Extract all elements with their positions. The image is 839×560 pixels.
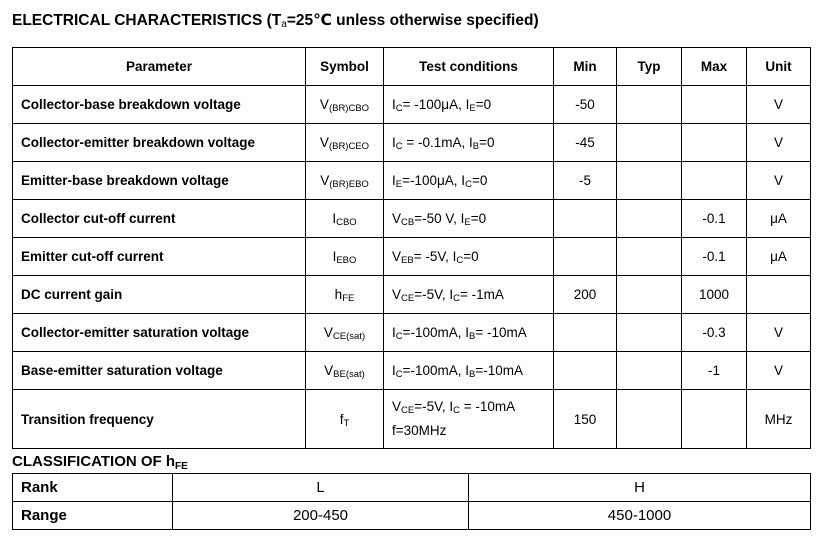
symbol-subscript: FE	[342, 293, 355, 304]
test-conditions-cell	[384, 162, 554, 200]
symbol-base: I	[332, 249, 337, 264]
test-conditions-cell	[384, 86, 554, 124]
condition-text: =0	[470, 210, 487, 226]
typ-cell	[617, 124, 682, 162]
symbol-cell	[306, 162, 384, 200]
parameter-cell: Collector-emitter saturation voltage	[13, 314, 306, 352]
condition-line	[392, 207, 553, 231]
condition-text: V	[392, 399, 402, 414]
condition-subscript: C	[453, 292, 460, 304]
symbol-subscript: BE(sat)	[333, 369, 365, 380]
min-cell	[554, 200, 617, 238]
max-cell: -0.1	[682, 238, 747, 276]
table-row	[13, 390, 811, 449]
condition-subscript: C	[453, 405, 460, 416]
min-cell: 200	[554, 276, 617, 314]
typ-cell	[617, 200, 682, 238]
condition-line	[392, 283, 553, 307]
condition-subscript: C	[395, 368, 403, 380]
condition-subscript: B	[469, 330, 476, 342]
symbol-cell	[306, 200, 384, 238]
symbol-cell	[306, 276, 384, 314]
condition-line	[392, 245, 553, 269]
condition-subscript: C	[395, 330, 403, 342]
min-cell	[554, 238, 617, 276]
range-label: Range	[13, 502, 173, 530]
condition-text: = -1mA	[460, 286, 504, 302]
max-cell: -1	[682, 352, 747, 390]
table-row	[13, 352, 811, 390]
condition-subscript: B	[469, 368, 476, 380]
rank-label: Rank	[13, 474, 173, 502]
condition-subscript: C	[395, 140, 403, 152]
unit-cell: V	[747, 162, 811, 200]
unit-cell: μA	[747, 200, 811, 238]
condition-text: = -10mA	[475, 324, 527, 340]
condition-text: I	[392, 96, 396, 112]
range-l: 200-450	[173, 502, 469, 530]
condition-subscript: B	[472, 140, 480, 152]
test-conditions-cell	[384, 238, 554, 276]
table-row	[13, 238, 811, 276]
unit-cell	[747, 276, 811, 314]
header-min: Min	[554, 48, 617, 86]
condition-text: V	[392, 248, 402, 264]
unit-cell: V	[747, 86, 811, 124]
table-row	[13, 200, 811, 238]
table-row	[13, 276, 811, 314]
condition-text: =-10mA	[475, 362, 524, 378]
symbol-cell	[306, 352, 384, 390]
condition-text: =0	[463, 248, 479, 264]
parameter-cell: Emitter cut-off current	[13, 238, 306, 276]
max-cell	[682, 390, 747, 449]
min-cell: -50	[554, 86, 617, 124]
parameter-cell: Base-emitter saturation voltage	[13, 352, 306, 390]
header-unit: Unit	[747, 48, 811, 86]
min-cell	[554, 352, 617, 390]
page-title: ELECTRICAL CHARACTERISTICS ($T_a=25℃$ unless otherwise specified)	[12, 12, 539, 30]
max-cell	[682, 86, 747, 124]
header-max: Max	[682, 48, 747, 86]
unit-cell: MHz	[747, 390, 811, 449]
parameter-cell: Emitter-base breakdown voltage	[13, 162, 306, 200]
parameter-cell: Collector-base breakdown voltage	[13, 86, 306, 124]
condition-subscript: C	[465, 178, 472, 190]
condition-subscript: C	[456, 254, 464, 266]
symbol-base: V	[320, 173, 330, 188]
symbol-base: h	[334, 287, 343, 302]
unit-cell: V	[747, 314, 811, 352]
condition-subscript: E	[469, 102, 476, 114]
condition-subscript: E	[464, 216, 471, 228]
condition-text: f=30MHz	[392, 423, 447, 438]
symbol-subscript: (BR)CEO	[328, 141, 370, 152]
symbol-subscript: (BR)EBO	[329, 179, 369, 190]
min-cell: 150	[554, 390, 617, 449]
condition-text: I	[392, 134, 396, 150]
header-test-conditions: Test conditions	[384, 48, 554, 86]
test-conditions-cell	[384, 314, 554, 352]
electrical-characteristics-table	[12, 47, 811, 449]
condition-text: =-100mA, I	[402, 362, 470, 378]
test-conditions-cell	[384, 390, 554, 449]
rank-row	[13, 474, 811, 502]
condition-subscript: C	[395, 102, 403, 114]
max-cell: -0.1	[682, 200, 747, 238]
test-conditions-cell	[384, 200, 554, 238]
condition-line	[392, 93, 553, 117]
condition-line	[392, 321, 553, 345]
condition-text: = -10mA	[460, 399, 516, 414]
range-row	[13, 502, 811, 530]
condition-text: = -100μA, I	[402, 96, 470, 112]
symbol-base: V	[319, 97, 329, 112]
typ-cell	[617, 238, 682, 276]
condition-text: =0	[471, 172, 488, 188]
condition-subscript: E	[395, 178, 403, 190]
condition-text: =0	[479, 134, 495, 150]
range-h: 450-1000	[469, 502, 811, 530]
condition-text: V	[392, 210, 402, 226]
symbol-base: V	[324, 363, 334, 378]
typ-cell	[617, 162, 682, 200]
typ-cell	[617, 314, 682, 352]
symbol-cell	[306, 86, 384, 124]
min-cell: -5	[554, 162, 617, 200]
condition-line	[392, 131, 553, 155]
test-conditions-cell	[384, 352, 554, 390]
header-typ: Typ	[617, 48, 682, 86]
max-cell	[682, 124, 747, 162]
condition-text: =-5V, I	[414, 286, 454, 302]
symbol-cell	[306, 314, 384, 352]
parameter-cell: Collector-emitter breakdown voltage	[13, 124, 306, 162]
condition-line	[392, 359, 553, 383]
condition-text: = -0.1mA, I	[402, 134, 473, 150]
typ-cell	[617, 276, 682, 314]
parameter-cell: DC current gain	[13, 276, 306, 314]
rank-h: H	[469, 474, 811, 502]
symbol-base: V	[319, 135, 329, 150]
condition-text: I	[392, 324, 396, 340]
condition-text: I	[392, 172, 396, 188]
max-cell: -0.3	[682, 314, 747, 352]
header-parameter: Parameter	[13, 48, 306, 86]
parameter-cell: Collector cut-off current	[13, 200, 306, 238]
symbol-base: V	[323, 325, 333, 340]
condition-subscript: CE	[401, 292, 415, 304]
min-cell: -45	[554, 124, 617, 162]
test-conditions-cell	[384, 124, 554, 162]
condition-text: I	[392, 362, 396, 378]
condition-subscript: CB	[401, 216, 415, 228]
condition-subscript: EB	[401, 254, 414, 266]
classification-title: CLASSIFICATION OF $h_{FE}$	[12, 453, 188, 472]
symbol-cell	[306, 124, 384, 162]
symbol-cell	[306, 390, 384, 449]
parameter-cell: Transition frequency	[13, 390, 306, 449]
symbol-subscript: T	[343, 417, 350, 429]
symbol-subscript: CE(sat)	[332, 331, 366, 342]
condition-text: =-100mA, I	[402, 324, 470, 340]
symbol-subscript: EBO	[336, 255, 357, 266]
condition-subscript: CE	[401, 405, 415, 416]
typ-cell	[617, 86, 682, 124]
condition-text: =0	[475, 96, 492, 112]
max-cell	[682, 162, 747, 200]
symbol-base: I	[332, 211, 337, 226]
test-conditions-cell	[384, 276, 554, 314]
table-row	[13, 162, 811, 200]
header-symbol: Symbol	[306, 48, 384, 86]
symbol-cell	[306, 238, 384, 276]
condition-line	[392, 419, 553, 443]
max-cell: 1000	[682, 276, 747, 314]
symbol-subscript: (BR)CBO	[328, 103, 370, 114]
condition-text: =-5V, I	[414, 399, 454, 414]
unit-cell: V	[747, 124, 811, 162]
table-header-row	[13, 48, 811, 86]
condition-text: V	[392, 286, 402, 302]
rank-l: L	[173, 474, 469, 502]
unit-cell: μA	[747, 238, 811, 276]
classification-table	[12, 473, 811, 530]
condition-text: =-100μA, I	[402, 172, 466, 188]
condition-text: =-50 V, I	[414, 210, 465, 226]
condition-line	[392, 395, 553, 419]
table-row	[13, 314, 811, 352]
table-row	[13, 86, 811, 124]
condition-text: = -5V, I	[413, 248, 457, 264]
min-cell	[554, 314, 617, 352]
typ-cell	[617, 390, 682, 449]
condition-line	[392, 169, 553, 193]
symbol-subscript: CBO	[336, 217, 357, 228]
table-row	[13, 124, 811, 162]
typ-cell	[617, 352, 682, 390]
symbol-base: f	[339, 411, 344, 427]
unit-cell: V	[747, 352, 811, 390]
